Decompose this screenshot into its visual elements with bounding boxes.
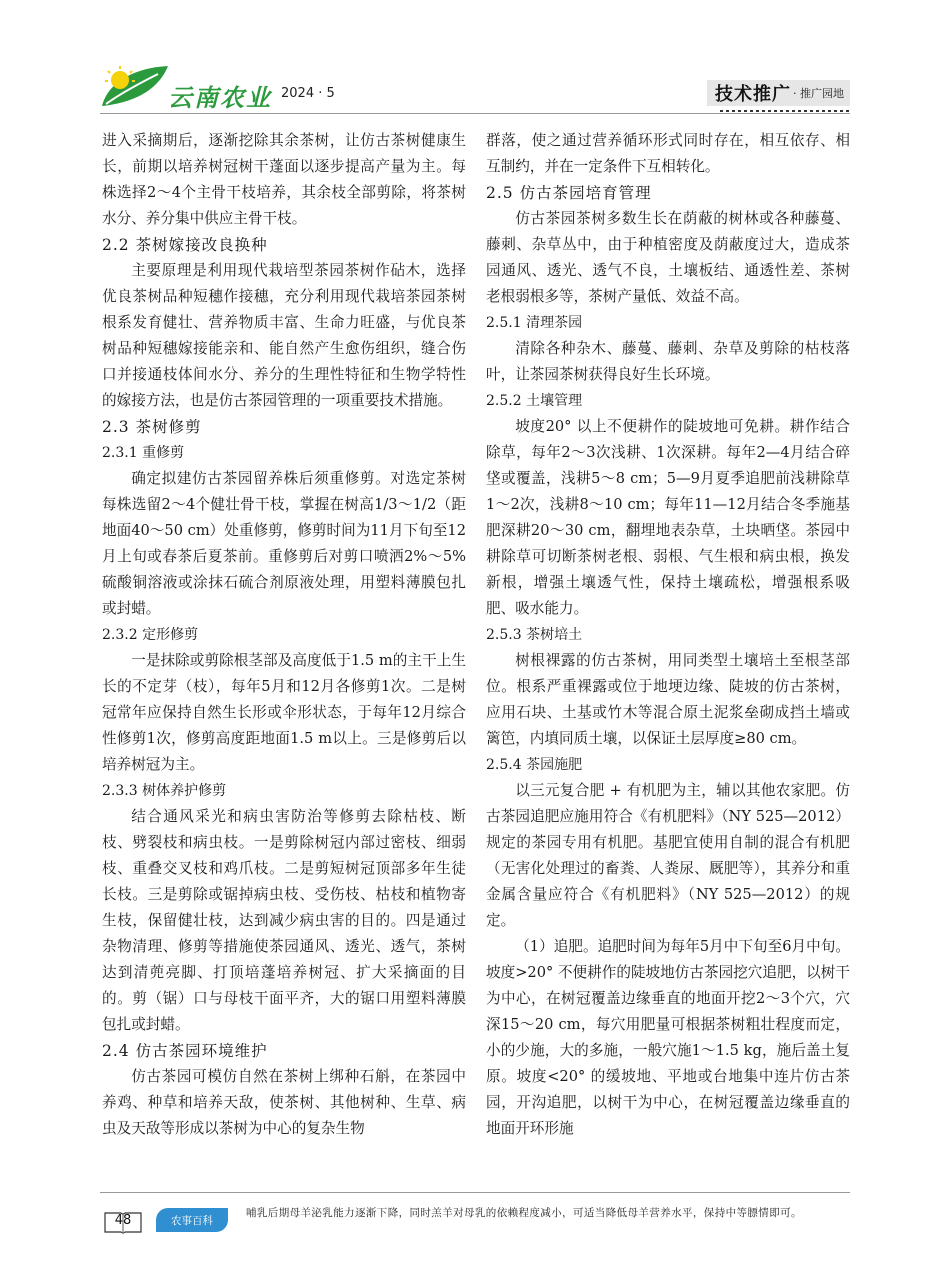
header-dotted-rule xyxy=(720,110,850,112)
issue-number: 2024 · 5 xyxy=(281,86,335,101)
left-column xyxy=(102,128,466,1142)
section-main-label: 技术推广 xyxy=(715,84,791,105)
footer-badge: 农事百科 xyxy=(156,1208,228,1232)
subsection-heading: 2.5.2 土壤管理 xyxy=(486,393,583,409)
subsection-heading: 2.3.3 树体养护修剪 xyxy=(102,783,227,799)
section-heading: 2.4 仿古茶园环境维护 xyxy=(102,1042,268,1060)
paragraph: 一是抹除或剪除根茎部及高度低于1.5 m的主干上生长的不定芽（枝），每年5月和12月各修剪1次。二是树冠常年应保持自然生长形或伞形状态，于每年12月综合性修剪1次，修剪高度距地面1.5 m以上。三是修剪后以培养树冠为主。 xyxy=(102,652,466,773)
paragraph: 以三元复合肥 + 有机肥为主，辅以其他农家肥。仿古茶园追肥应施用符合《有机肥料》（NY 525—2012）规定的茶园专用有机肥。基肥宜使用自制的混合有机肥（无害化处理过的畜粪、人粪尿、厩肥等），其养分和重金属含量应符合《有机肥料》（NY 525—2012）的规定。 xyxy=(486,782,850,929)
paragraph: 仿古茶园茶树多数生长在荫蔽的树林或各种藤蔓、藤刺、杂草丛中，由于种植密度及荫蔽度过大，造成茶园通风、透光、透气不良，土壤板结、通透性差、茶树老根弱根多等，茶树产量低、效益不高。 xyxy=(486,210,850,305)
paragraph: 坡度20° 以上不便耕作的陡坡地可免耕。耕作结合除草，每年2～3次浅耕、1次深耕。每年2—4月结合碎垡或覆盖，浅耕5～8 cm；5—9月夏季追肥前浅耕除草1～2次，浅耕8～10 cm；每年11—12月结合冬季施基肥深耕20～30 cm，翻埋地表杂草，土块晒垡。茶园中耕除草可切断茶树老根、弱根、气生根和病虫根，换发新根，增强土壤透气性，保持土壤疏松，增强根系吸肥、吸水能力。 xyxy=(486,418,850,617)
section-sub-label: · 推广园地 xyxy=(793,87,844,100)
paragraph: 主要原理是利用现代栽培型茶园茶树作砧木，选择优良茶树品种短穗作接穗，充分利用现代栽培茶园茶树根系发育健壮、营养物质丰富、生命力旺盛，与优良茶树品种短穗嫁接能亲和、能自然产生愈伤组织，缝合伤口并接通枝体间水分、养分的生理性特征和生物学特性的嫁接方法，也是仿古茶园管理的一项重要技术措施。 xyxy=(102,262,466,409)
paragraph: 树根裸露的仿古茶树，用同类型土壤培土至根茎部位。根系严重裸露或位于地埂边缘、陡坡的仿古茶树，应用石块、土基或竹木等混合原土泥浆垒砌成挡土墙或篱笆，内填同质土壤，以保证土层厚度≥80 cm。 xyxy=(486,652,850,747)
section-heading: 2.2 茶树嫁接改良换种 xyxy=(102,236,268,254)
subsection-heading: 2.5.1 清理茶园 xyxy=(486,315,583,331)
footer-divider xyxy=(100,1192,850,1193)
subsection-heading: 2.5.3 茶树培土 xyxy=(486,627,583,643)
page-header xyxy=(0,0,950,120)
sun-leaf-logo-icon xyxy=(100,64,170,108)
paragraph: 清除各种杂木、藤蔓、藤刺、杂草及剪除的枯枝落叶，让茶园茶树获得良好生长环境。 xyxy=(486,340,850,383)
paragraph: 仿古茶园可模仿自然在茶树上绑种石斛，在茶园中养鸡、种草和培养天敌，使茶树、其他树种、生草、病虫及天敌等形成以茶树为中心的复杂生物 xyxy=(102,1068,466,1137)
footer-tip: 哺乳后期母羊泌乳能力逐渐下降，同时羔羊对母乳的依赖程度减小，可适当降低母羊营养水平，保持中等膘情即可。 xyxy=(246,1207,802,1219)
page-number: 48 xyxy=(114,1213,132,1228)
paragraph: 群落，使之通过营养循环形式同时存在，相互依存、相互制约，并在一定条件下互相转化。 xyxy=(486,132,850,175)
paragraph: 进入采摘期后，逐渐挖除其余茶树，让仿古茶树健康生长，前期以培养树冠树干蓬面以逐步提高产量为主。每株选择2～4个主骨干枝培养，其余枝全部剪除，将茶树水分、养分集中供应主骨干枝。 xyxy=(102,132,466,227)
magazine-name: 云南农业 xyxy=(168,83,272,112)
right-column xyxy=(486,128,850,1142)
subsection-heading: 2.3.2 定形修剪 xyxy=(102,627,199,643)
paragraph: （1）追肥。追肥时间为每年5月中下旬至6月中旬。坡度>20° 不便耕作的陡坡地仿古茶园挖穴追肥，以树干为中心，在树冠覆盖边缘垂直的地面开挖2～3个穴，穴深15～20 cm，每穴用肥量可根据茶树粗壮程度而定，小的少施，大的多施，一般穴施1～1.5 kg，施后盖土复原。坡度<20° 的缓坡地、平地或台地集中连片仿古茶园，开沟追肥，以树干为中心，在树冠覆盖边缘垂直的地面开环形施 xyxy=(486,938,850,1137)
subsection-heading: 2.3.1 重修剪 xyxy=(102,445,185,461)
paragraph: 结合通风采光和病虫害防治等修剪去除枯枝、断枝、劈裂枝和病虫枝。一是剪除树冠内部过密枝、细弱枝、重叠交叉枝和鸡爪枝。二是剪短树冠顶部多年生徒长枝。三是剪除或锯掉病虫枝、受伤枝、枯枝和植物寄生枝，保留健壮枝，达到减少病虫害的目的。四是通过杂物清理、修剪等措施使茶园通风、透光、透气，茶树达到清蔸亮脚、打顶培蓬培养树冠、扩大采摘面的目的。剪（锯）口与母枝干面平齐，大的锯口用塑料薄膜包扎或封蜡。 xyxy=(102,808,466,1033)
paragraph: 确定拟建仿古茶园留养株后须重修剪。对选定茶树每株选留2～4个健壮骨干枝，掌握在树高1/3～1/2（距地面40～50 cm）处重修剪，修剪时间为11月下旬至12月上旬或春茶后夏茶前。重修剪后对剪口喷洒2%～5%硫酸铜溶液或涂抹石硫合剂原液处理，用塑料薄膜包扎或封蜡。 xyxy=(102,470,466,617)
section-tag xyxy=(707,80,850,106)
section-heading: 2.3 茶树修剪 xyxy=(102,418,202,436)
subsection-heading: 2.5.4 茶园施肥 xyxy=(486,757,583,773)
header-divider xyxy=(100,113,850,114)
section-heading: 2.5 仿古茶园培育管理 xyxy=(486,184,652,202)
